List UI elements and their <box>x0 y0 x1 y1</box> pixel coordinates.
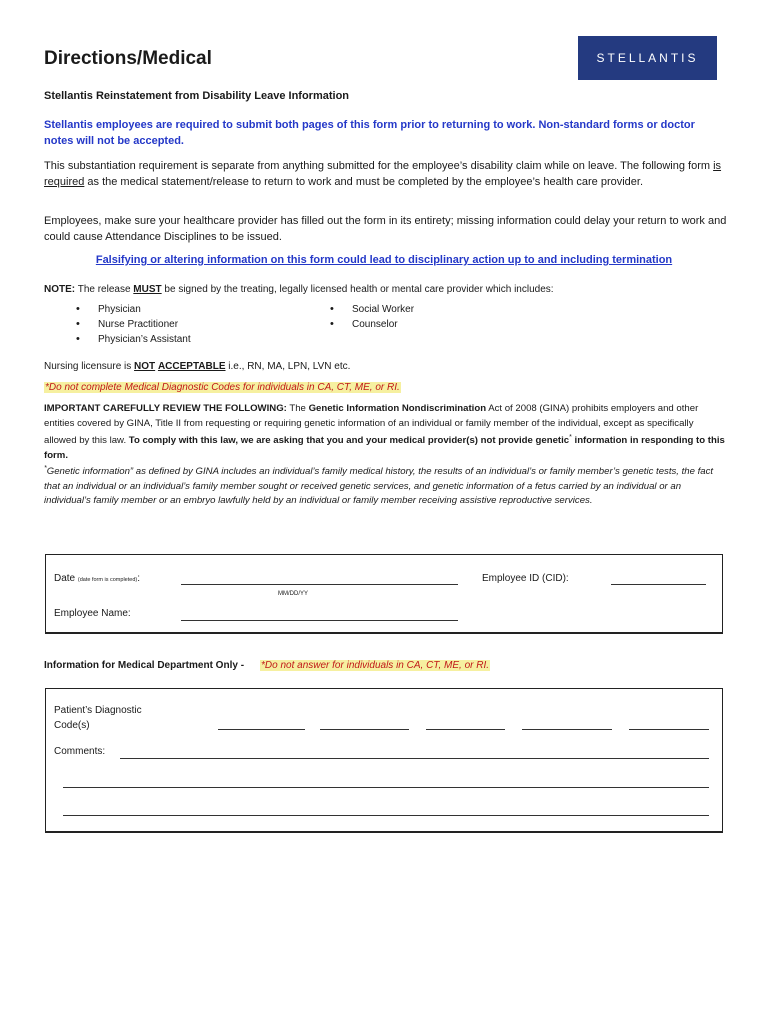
diag-label-line1: Patient’s Diagnostic <box>54 705 142 716</box>
important-sup: * <box>569 434 572 441</box>
nursing-not: NOT <box>134 361 156 372</box>
important-lead: IMPORTANT CAREFULLY REVIEW THE FOLLOWING: <box>44 403 287 414</box>
p1-underlined: is required <box>44 160 722 188</box>
submission-notice: Stellantis employees are required to submit both pages of this form prior to returning to work. Non-standard forms or doctor notes will not be accepted. <box>44 119 695 147</box>
employee-name-field[interactable] <box>181 620 458 621</box>
provider-list-right <box>330 302 414 332</box>
medical-dept-label: Information for Medical Department Only - <box>44 660 245 671</box>
provider-list-left <box>76 302 191 347</box>
provider-note <box>44 284 554 295</box>
date-field[interactable] <box>181 584 458 585</box>
form-subtitle: Stellantis Reinstatement from Disability Leave Information <box>44 90 350 102</box>
falsification-warning: Falsifying or altering information on this form could lead to disciplinary action up to and including termination <box>95 254 673 266</box>
note-label: NOTE: <box>44 284 76 295</box>
comments-line-1[interactable] <box>120 758 709 759</box>
employee-id-label: Employee ID (CID): <box>482 573 569 584</box>
list-item: • Physician <box>76 302 191 317</box>
diagnostic-code-notice: *Do not complete Medical Diagnostic Codes for individuals in CA, CT, ME, or RI. <box>45 382 400 393</box>
diagnostic-code-field-5[interactable] <box>629 729 709 730</box>
comments-line-2[interactable] <box>63 787 709 788</box>
list-item: • Counselor <box>330 317 414 332</box>
date-colon: : <box>137 573 140 584</box>
substantiation-paragraph <box>44 158 730 190</box>
date-label: Date <box>54 573 76 584</box>
diag-label-line2: Code(s) <box>54 720 90 731</box>
diagnostic-code-field-4[interactable] <box>522 729 612 730</box>
employee-id-field[interactable] <box>611 584 706 585</box>
gina-text: Genetic information” as defined by GINA includes an individual’s family medical history, the results of an individual’s or family member’s genetic tests, the fact that an individual or an individual’s family member sought or received genetic services, and genetic information of a fetus carried by an individual or an individual’s family member or an embryo lawfully held by an individual or family member receiving assistive reproductive services. <box>44 466 714 507</box>
nursing-notice <box>44 361 350 372</box>
nursing-acceptable: ACCEPTABLE <box>157 361 226 372</box>
gina-name: Genetic Information Nondiscrimination <box>308 403 487 414</box>
gina-important-paragraph <box>44 402 726 463</box>
stellantis-logo <box>578 36 717 80</box>
important-t1: The <box>286 403 309 414</box>
date-hint: (date form is completed) <box>77 577 138 583</box>
employee-instructions: Employees, make sure your healthcare provider has filled out the form in its entirety; missing information could delay your return to work and could cause Attendance Disciplines to be issued. <box>44 215 727 243</box>
page-title: Directions/Medical <box>44 48 212 69</box>
p1-text-a: This substantiation requirement is separate from anything submitted for the employee’s disability claim while on leave. The following form <box>44 160 714 172</box>
nursing-text-a: Nursing licensure is <box>44 361 135 372</box>
important-bold-end2: information in responding to this form. <box>44 435 725 461</box>
important-t2: Act of 2008 (GINA) prohibits employers and other entities covered by GINA, Title II from requesting or requiring genetic information of an individual or family member of the individual, except as specifically allowed by this law. <box>44 403 699 447</box>
diagnostic-code-field-1[interactable] <box>218 729 305 730</box>
list-item: • Nurse Practitioner <box>76 317 191 332</box>
employee-name-label: Employee Name: <box>54 608 131 619</box>
date-format-hint: MM/DD/YY <box>278 591 308 597</box>
note-text-a: The release <box>75 284 134 295</box>
diagnostic-code-label <box>54 703 142 733</box>
comments-line-3[interactable] <box>63 815 709 816</box>
diagnostic-code-field-2[interactable] <box>320 729 409 730</box>
medical-info-box <box>45 688 723 833</box>
date-label-group <box>54 573 140 584</box>
gina-sup: * <box>44 465 47 472</box>
employee-info-box <box>45 554 723 634</box>
logo-text: STELLANTIS <box>596 51 699 65</box>
note-must: MUST <box>133 284 162 295</box>
note-text-b: be signed by the treating, legally licensed health or mental care provider which includes: <box>161 284 554 295</box>
diagnostic-code-field-3[interactable] <box>426 729 505 730</box>
comments-label: Comments: <box>54 746 106 757</box>
nursing-text-b: i.e., RN, MA, LPN, LVN etc. <box>225 361 351 372</box>
list-item: • Physician’s Assistant <box>76 332 191 347</box>
medical-dept-notice: *Do not answer for individuals in CA, CT, ME, or RI. <box>261 660 490 671</box>
p1-text-b: as the medical statement/release to return to work and must be completed by the employee’s health care provider. <box>84 176 644 188</box>
list-item: • Social Worker <box>330 302 414 317</box>
gina-definition <box>44 462 726 509</box>
important-bold-end: To comply with this law, we are asking that you and your medical provider(s) not provide genetic <box>128 435 570 447</box>
